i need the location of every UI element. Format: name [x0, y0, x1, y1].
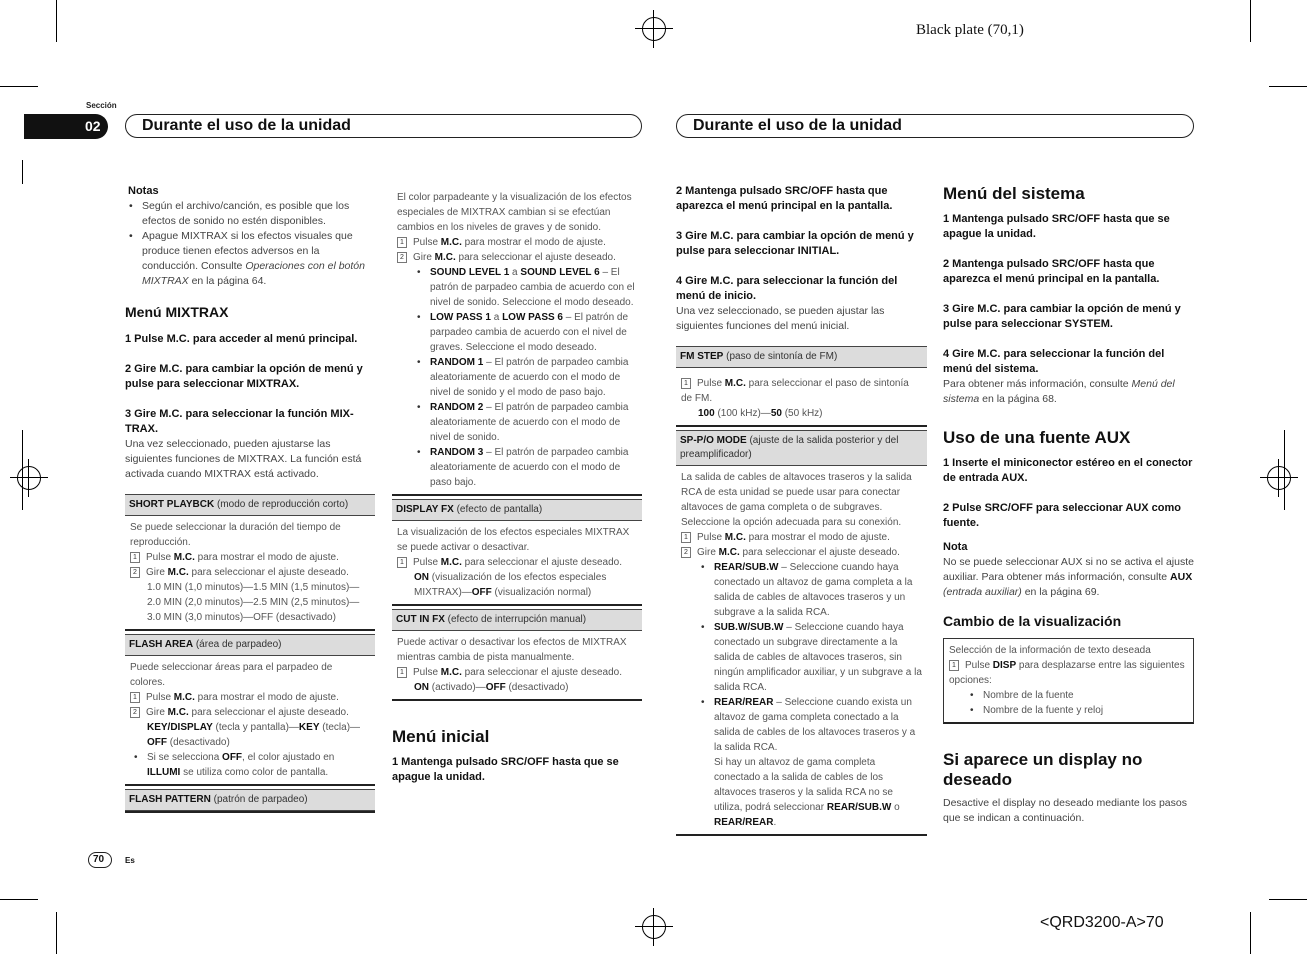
- system-step-4: 4 Gire M.C. para seleccionar la función del menú del sistema.: [943, 348, 1165, 375]
- fm-step-header: FM STEP (paso de sintonía de FM): [676, 346, 927, 368]
- flash-area-text: Puede seleccionar áreas para el parpadeo de colores.: [130, 662, 333, 688]
- note-item: • Apague MIXTRAX si los efectos visuales que produce tienen efectos adversos en la conducción. Consulte Operaciones con el botón MIXTRAX en la página 64.: [125, 229, 375, 289]
- short-playback-box: SHORT PLAYBCK (modo de reproducción corto) Se puede seleccionar la duración del tiempo de reproducción. 1 Pulse M.C. para mostrar el modo de ajuste. 2 Gire M.C. para seleccionar el ajuste deseado. 1.0 MIN (1,0 minutos)—1.5 MIN (1,5 minutos)—2.0 MIN (2,0 minutos)—2.5 MIN (2,5 minutos)—3.0 MIN (3,0 minutos)—OFF (desactivado): [125, 494, 375, 631]
- step-number-icon: 1: [397, 237, 407, 248]
- option-item: • RANDOM 3 – El patrón de parpadeo cambia aleatoriamente de acuerdo con el modo de paso bajo.: [413, 445, 637, 490]
- step-number-icon: 1: [130, 552, 140, 563]
- short-playback-options: 1.0 MIN (1,0 minutos)—1.5 MIN (1,5 minutos)—2.0 MIN (2,0 minutos)—2.5 MIN (2,5 minutos)—3.0 MIN (3,0 minutos)—OFF (desactivado): [147, 582, 360, 623]
- column-2: [392, 188, 642, 785]
- initial-step-3: 3 Gire M.C. para cambiar la opción de menú y pulse para seleccionar INITIAL.: [676, 230, 914, 257]
- sp-po-mode-text: La salida de cables de altavoces traseros y la salida RCA de esta unidad se puede usar para conectar altavoces de gama completa o de subgraves. Seleccione la opción adecuada para su conexión.: [681, 472, 912, 528]
- system-step-4-text: Para obtener más información, consulte Menú del sistema en la página 68.: [943, 378, 1175, 405]
- display-change-options: [949, 688, 1188, 718]
- flash-area-box: FLASH AREA (área de parpadeo) Puede seleccionar áreas para el parpadeo de colores. 1 Pulse M.C. para mostrar el modo de ajuste. 2 Gire M.C. para seleccionar el ajuste deseado. KEY/DISPLAY (tecla y pantalla)—KEY (tecla)—OFF (desactivado) • Si se selecciona OFF, el color ajustado en ILLUMI se utiliza como color de pantalla.: [125, 634, 375, 786]
- fm-step-options: 100 (100 kHz)—50 (50 kHz): [698, 408, 823, 419]
- system-step-3: 3 Gire M.C. para cambiar la opción de menú y pulse para seleccionar SYSTEM.: [943, 303, 1181, 330]
- notes-list: [125, 199, 375, 289]
- section-number: 02: [85, 118, 101, 134]
- step-number-icon: 1: [397, 557, 407, 568]
- step-number-icon: 1: [397, 667, 407, 678]
- option-item: • SOUND LEVEL 1 a SOUND LEVEL 6 – El patrón de parpadeo cambia de acuerdo con el nivel de sonido. Seleccione el modo deseado.: [413, 265, 637, 310]
- display-fx-box: DISPLAY FX (efecto de pantalla) La visualización de los efectos especiales MIXTRAX se puede activar o desactivar. 1 Pulse M.C. para seleccionar el ajuste deseado. ON (visualización de los efectos especiales MIXTRAX)—OFF (visualización normal): [392, 499, 642, 606]
- flash-area-note: • Si se selecciona OFF, el color ajustado en ILLUMI se utiliza como color de pantalla.: [130, 750, 370, 780]
- initial-step-4: 4 Gire M.C. para seleccionar la función del menú de inicio.: [676, 275, 898, 302]
- display-change-box: Selección de la información de texto deseada 1 Pulse DISP para desplazarse entre las siguientes opciones: • Nombre de la fuente • Nombre de la fuente y reloj: [943, 638, 1194, 724]
- document-code: <QRD3200-A>70: [1040, 914, 1164, 931]
- step-number-icon: 1: [130, 692, 140, 703]
- registration-mark-top: [642, 17, 666, 41]
- flash-pattern-intro: El color parpadeante y la visualización de los efectos especiales de MIXTRAX cambian si se efectúan cambios en los niveles de graves y de sonido.: [397, 192, 632, 233]
- aux-step-1: 1 Inserte el miniconector estéreo en el conector de entrada AUX.: [943, 457, 1193, 484]
- step-number-icon: 2: [130, 567, 140, 578]
- column-1: [125, 184, 375, 813]
- aux-note-title: Nota: [943, 541, 968, 553]
- mixtrax-step-3-text: Una vez seleccionado, pueden ajustarse las siguientes funciones de MIXTRAX. La función está activada cuando MIXTRAX está activado.: [125, 438, 362, 480]
- fm-step-box: FM STEP (paso de sintonía de FM) 1 Pulse M.C. para seleccionar el paso de sintonía de FM. 100 (100 kHz)—50 (50 kHz): [676, 346, 927, 427]
- aux-step-2: 2 Pulse SRC/OFF para seleccionar AUX como fuente.: [943, 502, 1182, 529]
- language-code: Es: [125, 856, 135, 865]
- plate-label: Black plate (70,1): [916, 22, 1024, 38]
- mixtrax-step-2: 2 Gire M.C. para cambiar la opción de menú y pulse para seleccionar MIXTRAX.: [125, 363, 363, 390]
- option-item: • Nombre de la fuente: [966, 688, 1188, 703]
- page-header-left: Durante el uso de la unidad: [125, 114, 642, 138]
- step-number-icon: 1: [681, 532, 691, 543]
- step-number-icon: 1: [681, 378, 691, 389]
- sp-po-mode-box: SP-P/O MODE (ajuste de la salida posterior y del preamplificador) La salida de cables de altavoces traseros y la salida RCA de esta unidad se puede usar para conectar altavoces de gama completa o de subgraves. Seleccione la opción adecuada para su conexión. 1 Pulse M.C. para mostrar el modo de ajuste. 2 Gire M.C. para seleccionar el ajuste deseado. • REAR/SUB.W – Seleccione cuando haya conectado un altavoz de gama completa a la salida de cables de altavoces traseros y un subgrave a la salida RCA. • SUB.W/SUB.W – Seleccione cuando haya conectado un subgrave directamente a la salida de cables de altavoces traseros, sin ningún amplificador auxiliar, y un subgrave a la salida RCA. • REAR/REAR – Seleccione cuando exista un altavoz de gama completa conectado a la salida de cables de los altavoces traseros y a la salida RCA. Si hay un altavoz de gama completa conectado a la salida de cables de los altavoces traseros y la salida RCA no se utiliza, podrá seleccionar REAR/SUB.W o REAR/REAR.: [676, 430, 927, 836]
- unwanted-display-title: Si aparece un display no deseado: [943, 750, 1143, 789]
- registration-mark-left: [17, 466, 41, 490]
- option-item: • LOW PASS 1 a LOW PASS 6 – El patrón de parpadeo cambia de acuerdo con el nivel de graves. Seleccione el modo deseado.: [413, 310, 637, 355]
- step-number-icon: 2: [130, 707, 140, 718]
- cut-in-fx-text: Puede activar o desactivar los efectos de MIXTRAX mientras cambia de pista manualmente.: [397, 637, 627, 663]
- flash-pattern-header: FLASH PATTERN (patrón de parpadeo): [125, 789, 375, 811]
- step-number-icon: 1: [949, 660, 959, 671]
- step-number-icon: 2: [681, 547, 691, 558]
- option-item: • RANDOM 2 – El patrón de parpadeo cambia aleatoriamente de acuerdo con el modo de nivel de sonido.: [413, 400, 637, 445]
- short-playback-text: Se puede seleccionar la duración del tiempo de reproducción.: [130, 522, 341, 548]
- cut-in-fx-header: CUT IN FX (efecto de interrupción manual): [392, 609, 642, 631]
- registration-mark-bottom: [642, 915, 666, 939]
- initial-step-1: 1 Mantenga pulsado SRC/OFF hasta que se apague la unidad.: [392, 756, 619, 783]
- option-item: • REAR/SUB.W – Seleccione cuando haya conectado un altavoz de gama completa a la salida de cables de altavoces traseros y un subgrave a la salida RCA.: [697, 560, 922, 620]
- short-playback-header: SHORT PLAYBCK (modo de reproducción corto): [125, 494, 375, 516]
- section-label: Sección: [86, 101, 117, 110]
- note-item: • Según el archivo/canción, es posible que los efectos de sonido no estén disponibles.: [125, 199, 375, 229]
- column-3: [676, 184, 927, 836]
- initial-step-4-text: Una vez seleccionado, se pueden ajustar las siguientes funciones del menú inicial.: [676, 305, 885, 332]
- option-item: • Nombre de la fuente y reloj: [966, 703, 1188, 718]
- mixtrax-menu-title: Menú MIXTRAX: [125, 304, 229, 320]
- system-step-1: 1 Mantenga pulsado SRC/OFF hasta que se apague la unidad.: [943, 213, 1170, 240]
- cut-in-fx-options: ON (activado)—OFF (desactivado): [414, 682, 569, 693]
- initial-menu-title: Menú inicial: [392, 727, 490, 746]
- system-step-2: 2 Mantenga pulsado SRC/OFF hasta que aparezca el menú principal en la pantalla.: [943, 258, 1160, 285]
- system-menu-title: Menú del sistema: [943, 184, 1085, 203]
- notes-title: Notas: [128, 185, 159, 197]
- flash-pattern-box: [125, 789, 375, 813]
- display-change-box-title: Selección de la información de texto deseada: [949, 645, 1151, 656]
- flash-pattern-body: El color parpadeante y la visualización de los efectos especiales de MIXTRAX cambian si se efectúan cambios en los niveles de graves y de sonido. 1 Pulse M.C. para mostrar el modo de ajuste. 2 Gire M.C. para seleccionar el ajuste deseado. • SOUND LEVEL 1 a SOUND LEVEL 6 – El patrón de parpadeo cambia de acuerdo con el nivel de sonido. Seleccione el modo deseado. • LOW PASS 1 a LOW PASS 6 – El patrón de parpadeo cambia de acuerdo con el nivel de graves. Seleccione el modo deseado. • RANDOM 1 – El patrón de parpadeo cambia aleatoriamente de acuerdo con el modo de nivel de sonido y el modo de paso bajo. • RANDOM 2 – El patrón de parpadeo cambia aleatoriamente de acuerdo con el modo de nivel de sonido. • RANDOM 3 – El patrón de parpadeo cambia aleatoriamente de acuerdo con el modo de paso bajo.: [392, 188, 642, 496]
- flash-area-header: FLASH AREA (área de parpadeo): [125, 634, 375, 656]
- unwanted-display-text: Desactive el display no deseado mediante los pasos que se indican a continuación.: [943, 797, 1187, 824]
- display-change-title: Cambio de la visualización: [943, 613, 1122, 629]
- aux-note-text: No se puede seleccionar AUX si no se activa el ajuste auxiliar. Para obtener más información, consulte AUX (entrada auxiliar) en la página 69.: [943, 556, 1194, 598]
- option-item: • REAR/REAR – Seleccione cuando exista un altavoz de gama completa conectado a la salida de cables de los altavoces traseros y a la salida RCA. Si hay un altavoz de gama completa conectado a la salida de cables de los altavoces traseros y la salida RCA no se utiliza, podrá seleccionar REAR/SUB.W o REAR/REAR.: [697, 695, 922, 830]
- mixtrax-step-3: 3 Gire M.C. para seleccionar la función MIX-TRAX.: [125, 408, 354, 435]
- display-fx-text: La visualización de los efectos especiales MIXTRAX se puede activar o desactivar.: [397, 527, 630, 553]
- option-item: • RANDOM 1 – El patrón de parpadeo cambia aleatoriamente de acuerdo con el modo de nivel de sonido y el modo de paso bajo.: [413, 355, 637, 400]
- flash-pattern-options: [397, 265, 637, 490]
- registration-mark-right: [1267, 466, 1291, 490]
- aux-title: Uso de una fuente AUX: [943, 428, 1131, 447]
- step-number-icon: 2: [397, 252, 407, 263]
- flash-area-options: KEY/DISPLAY (tecla y pantalla)—KEY (tecla)—OFF (desactivado): [147, 722, 361, 748]
- display-fx-header: DISPLAY FX (efecto de pantalla): [392, 499, 642, 521]
- option-item: • SUB.W/SUB.W – Seleccione cuando haya conectado un subgrave directamente a la salida de cables de altavoces traseros, sin ningún amplificador auxiliar, y un subgrave a la salida RCA.: [697, 620, 922, 695]
- display-fx-options: ON (visualización de los efectos especiales MIXTRAX)—OFF (visualización normal): [414, 572, 607, 598]
- sp-po-mode-header: SP-P/O MODE (ajuste de la salida posterior y del preamplificador): [676, 430, 927, 466]
- initial-step-2: 2 Mantenga pulsado SRC/OFF hasta que aparezca el menú principal en la pantalla.: [676, 185, 893, 212]
- page-number: 70: [93, 854, 105, 865]
- column-4: [943, 184, 1194, 826]
- cut-in-fx-box: CUT IN FX (efecto de interrupción manual) Puede activar o desactivar los efectos de MIXTRAX mientras cambia de pista manualmente. 1 Pulse M.C. para seleccionar el ajuste deseado. ON (activado)—OFF (desactivado): [392, 609, 642, 701]
- sp-po-mode-options: [681, 560, 922, 830]
- mixtrax-step-1: 1 Pulse M.C. para acceder al menú principal.: [125, 333, 358, 345]
- page-header-right: Durante el uso de la unidad: [676, 114, 1194, 138]
